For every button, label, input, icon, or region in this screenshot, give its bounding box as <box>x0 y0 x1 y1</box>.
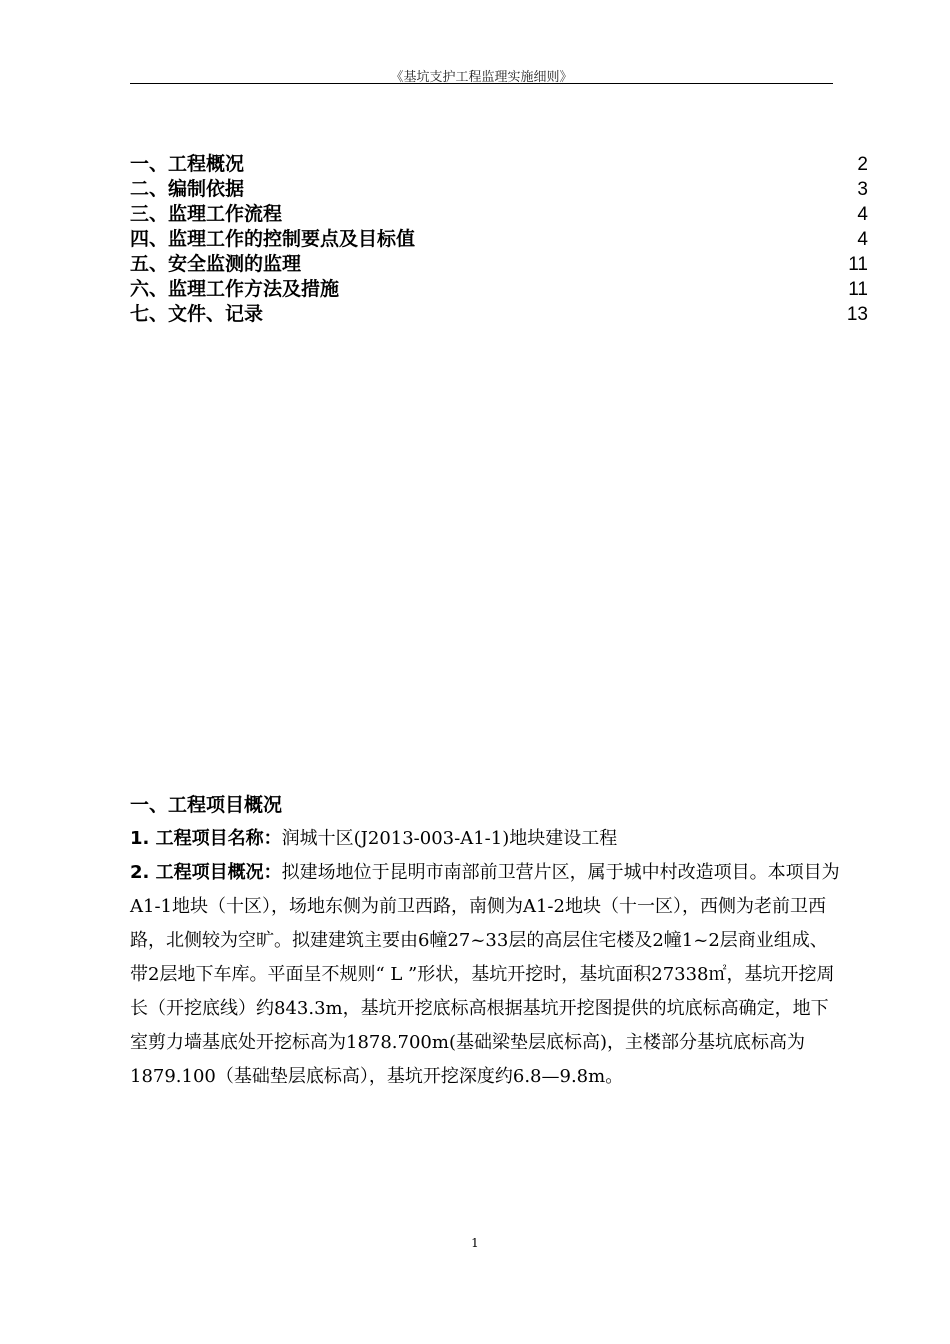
toc-entry-page: 2 <box>857 154 868 175</box>
toc-entry-page: 3 <box>857 179 868 200</box>
toc-entry[interactable] <box>130 274 868 299</box>
project-overview-section <box>130 790 842 1094</box>
toc-entry[interactable] <box>130 174 868 199</box>
table-of-contents <box>130 149 868 324</box>
toc-entry-label: 三、监理工作流程 <box>130 203 283 225</box>
project-name-text: 润城十区(J2013-003-A1-1)地块建设工程 <box>281 828 618 849</box>
header-divider <box>130 83 833 84</box>
toc-entry[interactable] <box>130 224 868 249</box>
section-heading: 一、工程项目概况 <box>130 794 283 816</box>
toc-entry[interactable] <box>130 249 868 274</box>
toc-entry[interactable] <box>130 299 868 324</box>
toc-entry-page: 11 <box>848 279 868 300</box>
toc-entry-label: 六、监理工作方法及措施 <box>130 278 340 300</box>
toc-entry-page: 11 <box>848 254 868 275</box>
project-overview-label: 2. 工程项目概况： <box>130 862 282 883</box>
page-number: 1 <box>471 1236 479 1250</box>
running-header: 《基坑支护工程监理实施细则》 <box>390 70 573 85</box>
toc-entry-page: 4 <box>857 229 868 250</box>
toc-entry-label: 一、工程概况 <box>130 153 245 175</box>
toc-entry-page: 4 <box>857 204 868 225</box>
toc-entry-label: 五、安全监测的监理 <box>130 253 302 275</box>
toc-entry-label: 四、监理工作的控制要点及目标值 <box>130 228 416 250</box>
project-name-paragraph <box>130 822 842 856</box>
project-name-label: 1. 工程项目名称： <box>130 828 282 849</box>
toc-entry[interactable] <box>130 199 868 224</box>
project-overview-text: 拟建场地位于昆明市南部前卫营片区，属于城中村改造项目。本项目为A1-1地块（十区），场地东侧为前卫西路，南侧为A1-2地块（十一区），西侧为老前卫西路，北侧较为空旷。拟建建筑主要由6幢27~33层的高层住宅楼及2幢1~2层商业组成、带2层地下车库。平面呈不规则“ L ”形状，基坑开挖时，基坑面积27338㎡，基坑开挖周长（开挖底线）约843.3m，基坑开挖底标高根据基坑开挖图提供的坑底标高确定，地下室剪力墙基底处开挖标高为1878.700m(基础梁垫层底标高)，主楼部分基坑底标高为1879.100（基础垫层底标高），基坑开挖深度约6.8—9.8m。 <box>130 862 840 1087</box>
toc-entry-label: 二、编制依据 <box>130 178 245 200</box>
toc-entry[interactable] <box>130 149 868 174</box>
toc-entry-page: 13 <box>846 304 868 325</box>
toc-entry-label: 七、文件、记录 <box>130 303 264 325</box>
project-overview-paragraph <box>130 856 842 1094</box>
